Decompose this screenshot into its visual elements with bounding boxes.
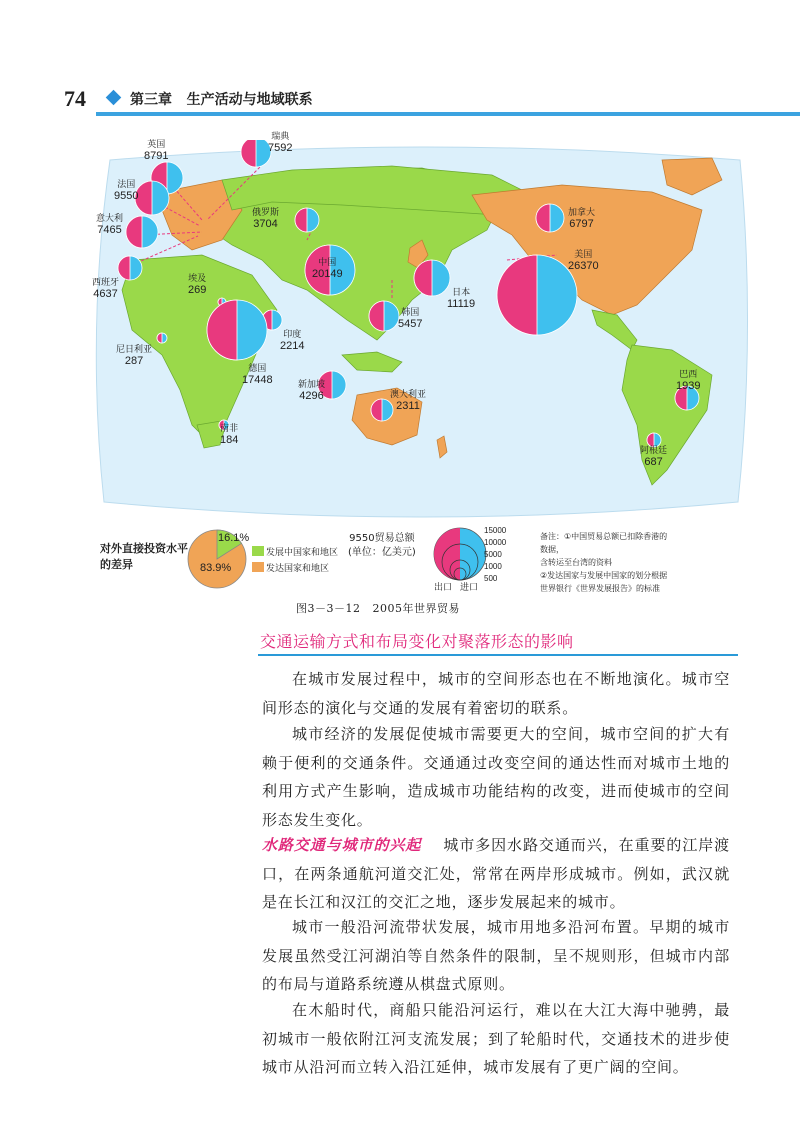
fdi-title: 对外直接投资水平的差异 xyxy=(100,542,188,571)
sub-heading: 水路交通与城市的兴起 xyxy=(262,836,422,854)
label-korea: 韩国 5457 xyxy=(398,308,423,330)
sample-value: 9550 xyxy=(349,533,375,544)
header-rule xyxy=(96,112,800,116)
label-egypt: 埃及 269 xyxy=(188,274,207,296)
developed-label: 发达国家和地区 xyxy=(266,564,330,574)
pie-nigeria xyxy=(157,333,167,343)
pie-sweden xyxy=(241,140,271,167)
label-india: 印度 2214 xyxy=(280,330,305,352)
figure-caption: 图3－3－12 2005年世界贸易 xyxy=(296,602,460,615)
section-title: 交通运输方式和布局变化对聚落形态的影响 xyxy=(260,632,574,651)
legend-note xyxy=(540,530,670,595)
label-brazil: 巴西 1939 xyxy=(676,370,701,392)
label-canada: 加拿大 6797 xyxy=(568,208,596,230)
pie-korea xyxy=(369,301,399,331)
note-line-1: 备注：①中国贸易总额已扣除香港的数据， xyxy=(540,532,668,554)
scale-5000: 5000 xyxy=(484,550,502,559)
developing-label: 发展中国家和地区 xyxy=(266,548,339,558)
chapter-title: 第三章 生产活动与地域联系 xyxy=(130,92,313,108)
paragraph-2: 城市经济的发展促使城市需要更大的空间，城市空间的扩大有赖于便利的交通条件。交通通过改变空间的通达性而对城市土地的利用方式产生影响，造成城市功能结构的改变，进而使城市的空间形态发生变化。 xyxy=(262,725,730,829)
diamond-icon xyxy=(106,90,122,106)
paragraph-3-text: 城市多因水路交通而兴，在重要的江岸渡口，在两条通航河道交汇处，常常在两岸形成城市。例如，武汉就是在长江和汉江的交汇之地，逐步发展起来的城市。 xyxy=(262,836,730,911)
scale-pie xyxy=(432,526,492,586)
label-spain: 西班牙 4637 xyxy=(92,278,120,300)
scale-10000: 10000 xyxy=(484,538,507,547)
label-australia: 澳大利亚 2311 xyxy=(390,390,427,412)
pie-spain xyxy=(118,256,142,280)
page-number: 74 xyxy=(64,86,86,111)
label-germany: 德国 17448 xyxy=(242,364,273,386)
scale-1000: 1000 xyxy=(484,562,502,571)
pie-japan xyxy=(414,260,450,296)
fdi-pct-developed: 83.9% xyxy=(200,562,232,574)
import-label: 进口 xyxy=(460,583,479,593)
developing-swatch xyxy=(252,546,264,556)
label-italy: 意大利 7465 xyxy=(96,214,124,236)
pie-usa xyxy=(497,255,577,335)
label-singapore: 新加坡 4296 xyxy=(298,380,326,402)
total-label: 贸易总额 xyxy=(374,533,415,544)
paragraph-5: 在木船时代，商船只能沿河运行，难以在大江大海中驰骋，最初城市一般依附江河支流发展；到了轮船时代，交通技术的进步使城市从沿河而立转入沿江延伸，城市发展有了更广阔的空间。 xyxy=(262,1001,730,1076)
note-line-2: 含转运至台湾的资料 xyxy=(540,558,612,567)
scale-500: 500 xyxy=(484,574,498,583)
paragraph-1: 在城市发展过程中，城市的空间形态也在不断地演化。城市空间形态的演化与交通的发展有着密切的联系。 xyxy=(262,670,730,717)
note-line-4: 世界银行《世界发展报告》的标准 xyxy=(540,584,660,593)
note-line-3: ②发达国家与发展中国家的划分根据 xyxy=(540,571,668,580)
label-sweden: 瑞典 7592 xyxy=(268,132,293,154)
fdi-pct-developing: 16.1% xyxy=(218,532,250,544)
pie-france xyxy=(135,181,169,215)
paragraph-4: 城市一般沿河流带状发展，城市用地多沿河布置。早期的城市发展虽然受江河湖泊等自然条件的限制，呈不规则形，但城市内部的布局与道路系统遵从棋盘式原则。 xyxy=(262,918,730,993)
export-label: 出口 xyxy=(434,583,453,593)
scale-15000: 15000 xyxy=(484,526,507,535)
developed-swatch xyxy=(252,562,264,572)
label-argentina: 阿根廷 687 xyxy=(640,446,668,468)
pie-russia xyxy=(295,208,319,232)
unit-label: (单位：亿美元) xyxy=(348,547,416,558)
label-usa: 美国 26370 xyxy=(568,250,599,272)
label-nigeria: 尼日利亚 287 xyxy=(116,345,153,367)
map-legend xyxy=(100,526,760,592)
label-uk: 英国 8791 xyxy=(144,140,169,162)
page-header xyxy=(58,86,800,112)
pie-germany xyxy=(207,300,267,360)
pie-argentina xyxy=(647,433,661,447)
label-russia: 俄罗斯 3704 xyxy=(252,208,280,230)
label-south-africa: 南非 184 xyxy=(220,424,239,446)
label-china: 中国 20149 xyxy=(312,258,343,280)
label-france: 法国 9550 xyxy=(114,180,139,202)
paragraph-3 xyxy=(262,831,730,917)
pie-canada xyxy=(536,204,564,232)
trade-total-label xyxy=(348,532,416,560)
label-japan: 日本 11119 xyxy=(447,288,476,310)
section-rule xyxy=(258,654,738,656)
world-trade-map xyxy=(92,132,752,522)
pie-italy xyxy=(126,216,158,248)
